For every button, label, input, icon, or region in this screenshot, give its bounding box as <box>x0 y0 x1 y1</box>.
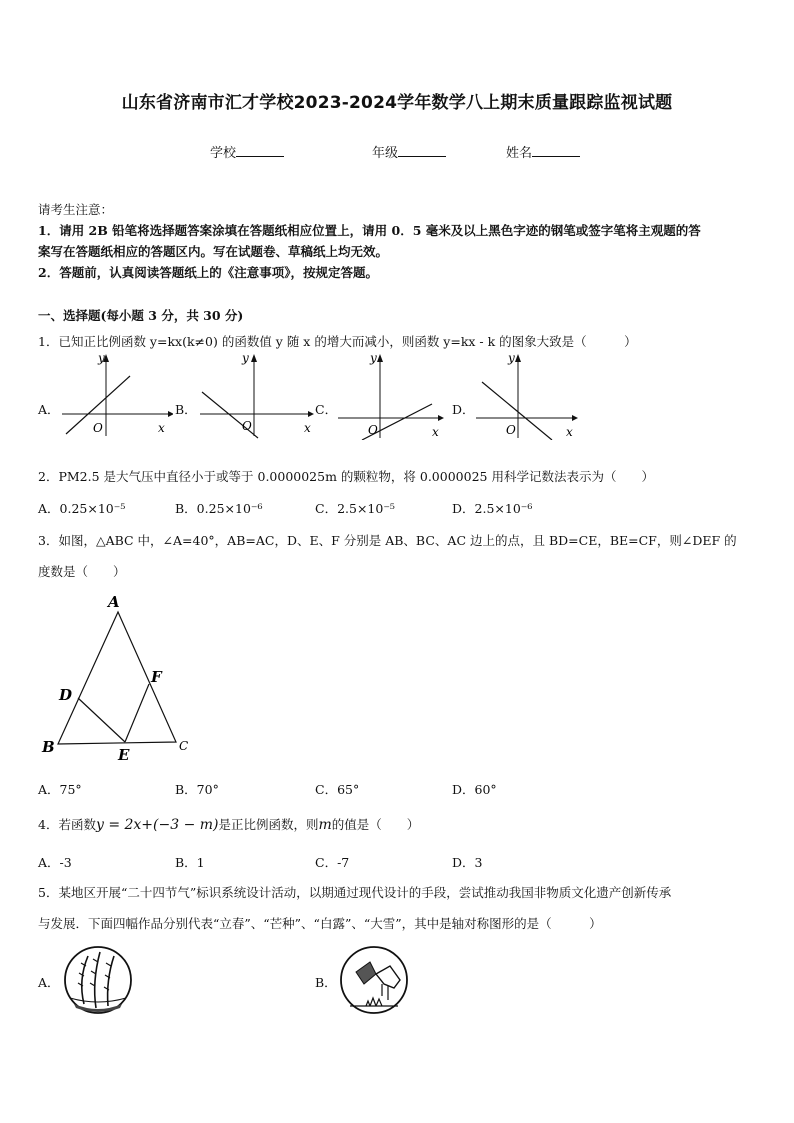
q4-option-c[interactable]: C．-7 <box>315 855 350 870</box>
question-2-text: 2．PM2.5 是大气压中直径小于或等于 0.0000025m 的颗粒物，将 0.0000025 用科学记数法表示为（ ） <box>38 469 654 484</box>
q1c-origin-label: O <box>368 423 378 437</box>
q2-option-b[interactable]: B．0.25×10⁻⁶ <box>175 501 263 516</box>
q4-variable: m <box>318 817 332 833</box>
school-field[interactable] <box>210 142 284 161</box>
section-heading: 一、选择题(每小题 3 分，共 30 分) <box>38 308 244 323</box>
q5-option-b-label[interactable]: B． <box>315 975 337 990</box>
q3-label-c: C <box>179 739 189 753</box>
q3-option-c[interactable]: C．65° <box>315 782 360 797</box>
q3-label-e: E <box>118 746 130 764</box>
q1-option-d-label[interactable]: D． <box>452 402 475 417</box>
q1c-x-label: x <box>432 425 439 439</box>
name-blank[interactable] <box>532 144 580 157</box>
question-1-text: 1．已知正比例函数 y=kx(k≠0) 的函数值 y 随 x 的增大而减小，则函数 y=kx - k 的图象大致是（ ） <box>38 334 637 349</box>
question-4-text <box>38 815 760 833</box>
q1a-origin-label: O <box>93 421 103 435</box>
page-title: 山东省济南市汇才学校2023-2024学年数学八上期末质量跟踪监视试题 <box>121 93 673 113</box>
q2-option-a[interactable]: A．0.25×10⁻⁵ <box>38 501 126 516</box>
q1-option-a-graph <box>58 352 173 440</box>
q3-label-d: D <box>59 686 73 704</box>
grade-blank[interactable] <box>398 144 446 157</box>
notice-line-1a: 1．请用 2B 铅笔将选择题答案涂填在答题纸相应位置上，请用 0．5 毫米及以上黑色字迹的钢笔或签字笔将主观题的答 <box>38 223 701 238</box>
notice-heading: 请考生注意： <box>38 202 114 217</box>
q4-option-b[interactable]: B．1 <box>175 855 205 870</box>
q1-option-a-label[interactable]: A． <box>38 402 60 417</box>
school-blank[interactable] <box>236 144 284 157</box>
q5-option-a-emblem <box>62 944 138 1020</box>
q1-option-c-graph <box>334 352 449 440</box>
q1b-y-label: y <box>242 352 249 365</box>
q2-option-c[interactable]: C．2.5×10⁻⁵ <box>315 501 395 516</box>
q1-option-c-label[interactable]: C． <box>315 402 338 417</box>
question-3-line-2: 度数是（ ） <box>38 564 126 579</box>
name-label: 姓名 <box>506 146 533 161</box>
q3-option-a[interactable]: A．75° <box>38 782 82 797</box>
q1d-origin-label: O <box>506 423 516 437</box>
q1-option-d-graph <box>472 352 582 440</box>
q1c-y-label: y <box>370 352 377 365</box>
question-3-line-1: 3．如图，△ABC 中，∠A=40°，AB=AC，D、E、F 分别是 AB、BC、AC 边上的点，且 BD=CE，BE=CF，则∠DEF 的 <box>38 533 737 548</box>
notice-block <box>38 199 760 283</box>
name-field[interactable] <box>506 142 580 161</box>
q3-option-b[interactable]: B．70° <box>175 782 219 797</box>
q4-formula: y = 2x+(−3 − m) <box>95 817 219 833</box>
q3-label-f: F <box>151 668 162 686</box>
question-5-line-1: 5．某地区开展“二十四节气”标识系统设计活动，以期通过现代设计的手段，尝试推动我国非物质文化遗产创新传承 <box>38 885 672 900</box>
q1-option-b-label[interactable]: B． <box>175 402 197 417</box>
notice-line-1b: 案写在答题纸相应的答题区内。写在试题卷、草稿纸上均无效。 <box>38 244 389 259</box>
q1a-y-label: y <box>98 352 105 365</box>
q1d-x-label: x <box>566 425 573 439</box>
school-label: 学校 <box>210 146 237 161</box>
q4-middle: 是正比例函数，则 <box>218 817 319 832</box>
q1-option-b-graph <box>196 352 316 440</box>
q4-prefix: 4．若函数 <box>38 817 96 832</box>
q1d-y-label: y <box>508 352 515 365</box>
q3-label-a: A <box>108 593 120 611</box>
grade-label: 年级 <box>372 146 399 161</box>
q1b-origin-label: O <box>242 419 252 433</box>
q4-option-a[interactable]: A．-3 <box>38 855 72 870</box>
question-5-line-2: 与发展．下面四幅作品分别代表“立春”、“芒种”、“白露”、“大雪”，其中是轴对称图形的是（ ） <box>38 916 602 931</box>
q1b-x-label: x <box>304 421 311 435</box>
q1a-x-label: x <box>158 421 165 435</box>
notice-line-2: 2．答题前，认真阅读答题纸上的《注意事项》，按规定答题。 <box>38 265 378 280</box>
q5-option-a-label[interactable]: A． <box>38 975 60 990</box>
q3-triangle-figure <box>36 588 196 768</box>
q4-option-d[interactable]: D．3 <box>452 855 483 870</box>
q2-option-d[interactable]: D．2.5×10⁻⁶ <box>452 501 533 516</box>
q3-option-d[interactable]: D．60° <box>452 782 497 797</box>
q5-option-b-emblem <box>336 944 412 1020</box>
q3-label-b: B <box>42 738 55 756</box>
q4-suffix: 的值是（ ） <box>331 817 420 832</box>
grade-field[interactable] <box>372 142 446 161</box>
